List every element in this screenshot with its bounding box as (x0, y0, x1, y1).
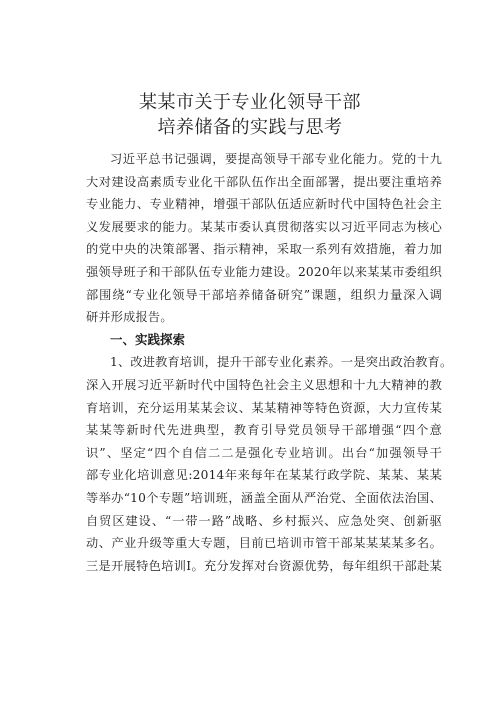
paragraph-line: 三是开展特色培训I。充分发挥对台资源优势，每年组织干部赴某 (86, 558, 442, 573)
paragraph-line: 习近平总书记强调，要提高领导干部专业化能力。党的十九 (110, 152, 442, 166)
paragraph-line: 大对建设高素质专业化干部队伍作出全面部署，提出要注重培养 (86, 174, 442, 189)
document-body (86, 148, 453, 577)
paragraph-line: 部专业化培训意见:2014年来每年在某某行政学院、某某、某某 (86, 468, 442, 483)
paragraph-line: 强领导班子和干部队伍专业能力建设。2020年以来某某市委组织 (86, 264, 442, 279)
document-title-line-2: 培养储备的实践与思考 (157, 117, 343, 138)
paragraph-line: 深入开展习近平新时代中国特色社会主义思想和十九大精神的教 (86, 377, 442, 392)
paragraph-line: 等举办“10个专题”培训班，涵盖全面从严治党、全面依法治国、 (86, 490, 442, 505)
paragraph-line: 识”、坚定“四个自信二二是强化专业培训。出台“加强领导干 (86, 445, 442, 460)
paragraph-line: 自贸区建设、“一带一路”战略、乡村振兴、应急处突、创新驱 (86, 513, 442, 528)
paragraph-line: 动、产业升级等重大专题，目前已培训市管干部某某某某多名。 (86, 536, 442, 551)
paragraph-line: 部围绕“专业化领导干部培养储备研究”课题，组织力量深入调 (86, 287, 442, 302)
paragraph-line: 研并形成报告。 (86, 310, 173, 325)
paragraph-line: 1、改进教育培训，提升干部专业化素养。一是突出政治教育。 (110, 355, 453, 370)
paragraph-line: 某某等新时代先进典型，教育引导党员领导干部增强“四个意 (86, 423, 442, 438)
paragraph-line: 育培训，充分运用某某会议、某某精神等特色资源，大力宣传某 (86, 400, 442, 415)
paragraph-line: 专业能力、专业精神，增强干部队伍适应新时代中国特色社会主 (86, 197, 442, 212)
paragraph-line: 义发展要求的能力。某某市委认真贯彻落实以习近平同志为核心 (86, 219, 442, 234)
document-title-line-1: 某某市关于专业化领导干部 (139, 92, 361, 113)
section-heading: 一、实践探索 (110, 331, 186, 347)
paragraph-line: 的党中央的决策部署、指示精神，采取一系列有效措施，着力加 (86, 242, 442, 257)
